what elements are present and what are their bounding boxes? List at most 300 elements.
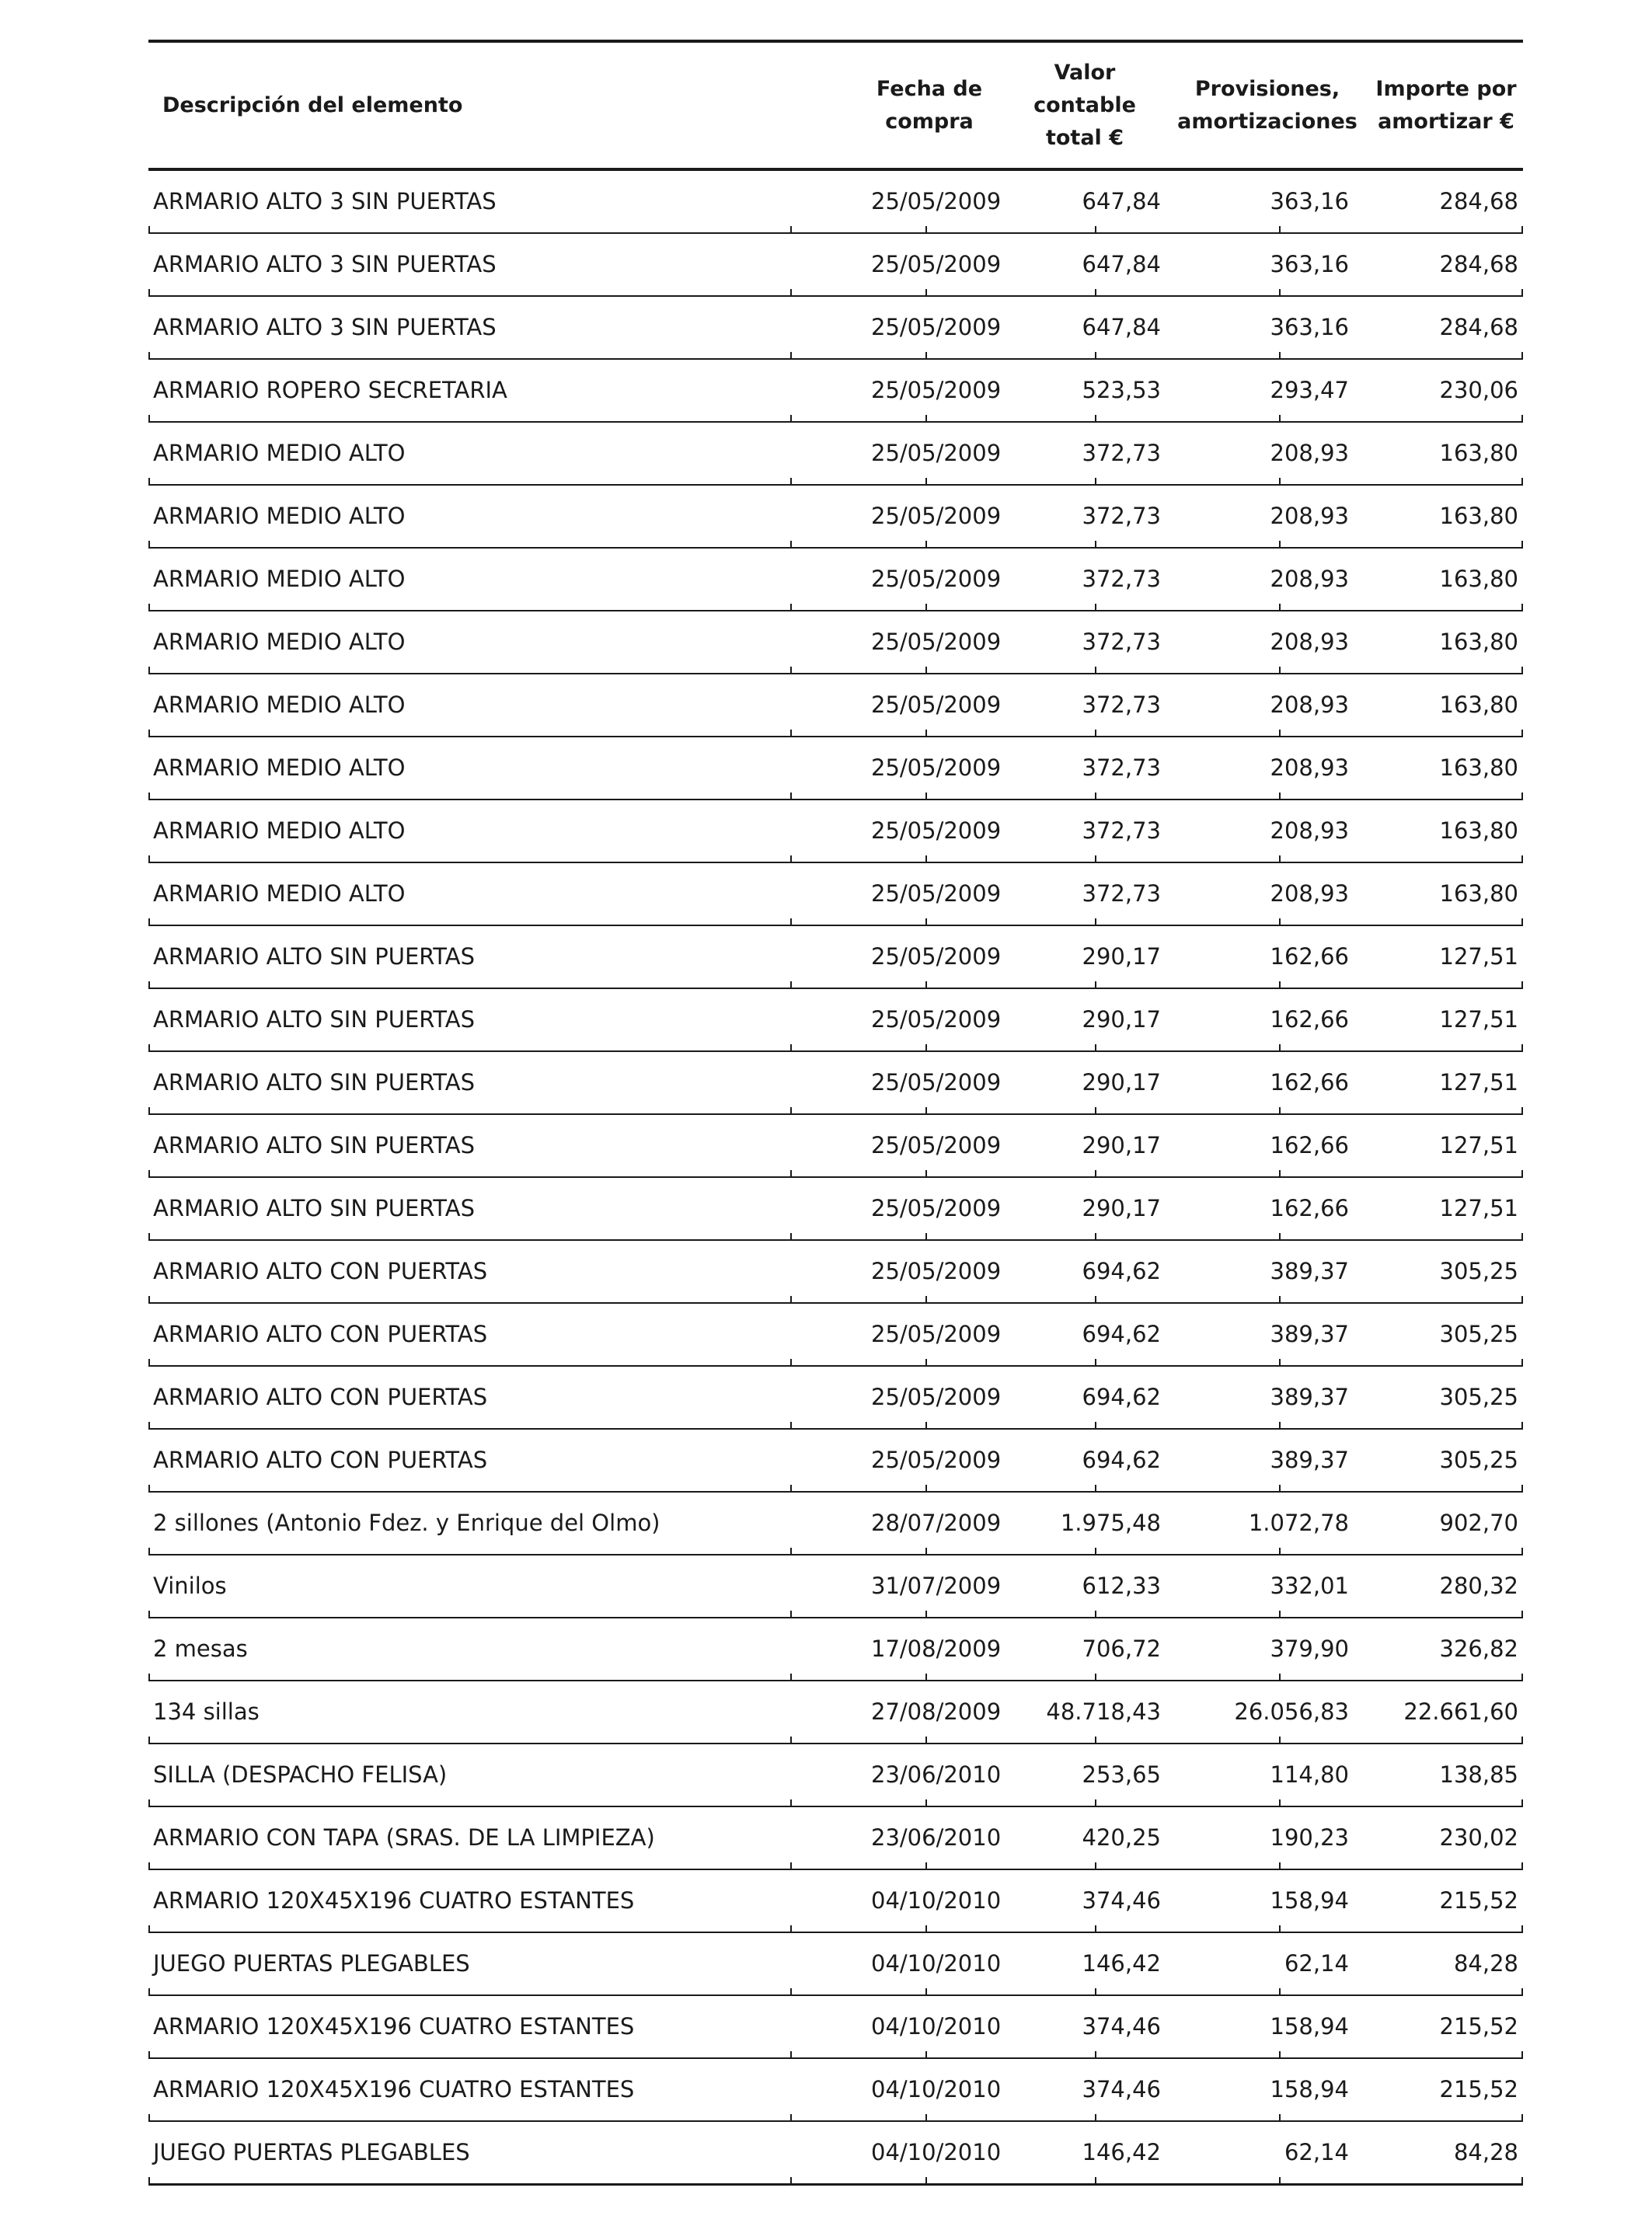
column-tick [1521, 918, 1523, 926]
cell-description: ARMARIO ROPERO SECRETARIA [153, 377, 507, 403]
column-tick [148, 1611, 150, 1618]
header-book-value: Valor contable total € [1033, 60, 1136, 150]
cell-book-value: 146,42 [1082, 1950, 1161, 1977]
cell-purchase-date: 25/05/2009 [871, 188, 1002, 214]
cell-description: ARMARIO ALTO 3 SIN PUERTAS [153, 314, 497, 340]
column-tick [148, 667, 150, 674]
cell-amount-to-amortize: 163,80 [1439, 503, 1518, 529]
table-row [148, 1996, 1523, 2059]
cell-amount-to-amortize: 284,68 [1439, 251, 1518, 277]
column-tick [1521, 415, 1523, 423]
column-tick [1279, 1422, 1281, 1430]
column-tick [925, 1359, 927, 1367]
cell-provisions: 208,93 [1270, 440, 1349, 466]
cell-amount-to-amortize: 127,51 [1439, 1006, 1518, 1033]
cell-description: ARMARIO ALTO SIN PUERTAS [153, 1132, 476, 1158]
column-tick [1095, 1422, 1096, 1430]
column-tick [1095, 1988, 1096, 1996]
column-tick [790, 415, 792, 423]
column-tick [790, 1988, 792, 1996]
column-tick [1095, 1485, 1096, 1493]
cell-book-value: 372,73 [1082, 817, 1161, 844]
column-tick [925, 415, 927, 423]
column-tick [1095, 478, 1096, 486]
column-tick [790, 1044, 792, 1052]
column-tick [790, 2114, 792, 2122]
cell-provisions: 114,80 [1270, 1761, 1349, 1788]
cell-book-value: 523,53 [1082, 377, 1161, 403]
column-tick [148, 226, 150, 234]
cell-provisions: 162,66 [1270, 1195, 1349, 1221]
column-tick [1279, 604, 1281, 611]
cell-provisions: 162,66 [1270, 1132, 1349, 1158]
column-tick [148, 352, 150, 360]
cell-purchase-date: 25/05/2009 [871, 377, 1002, 403]
cell-book-value: 372,73 [1082, 503, 1161, 529]
column-tick [1521, 1107, 1523, 1115]
column-tick [1521, 981, 1523, 989]
column-tick [790, 478, 792, 486]
column-tick [790, 1422, 792, 1430]
column-tick [925, 918, 927, 926]
column-tick [1521, 667, 1523, 674]
cell-provisions: 332,01 [1270, 1573, 1349, 1599]
column-tick [925, 2051, 927, 2059]
cell-purchase-date: 25/05/2009 [871, 251, 1002, 277]
cell-book-value: 290,17 [1082, 1195, 1161, 1221]
cell-amount-to-amortize: 163,80 [1439, 754, 1518, 781]
cell-amount-to-amortize: 326,82 [1439, 1636, 1518, 1662]
column-tick [1521, 1674, 1523, 1681]
column-tick [1095, 793, 1096, 800]
column-tick [925, 1799, 927, 1807]
column-tick [1095, 1674, 1096, 1681]
table-row [148, 486, 1523, 549]
table-row [148, 1618, 1523, 1681]
cell-provisions: 162,66 [1270, 943, 1349, 970]
column-tick [1279, 226, 1281, 234]
cell-amount-to-amortize: 215,52 [1439, 2013, 1518, 2040]
column-tick [790, 918, 792, 926]
column-tick [1521, 730, 1523, 737]
cell-book-value: 48.718,43 [1046, 1698, 1161, 1725]
cell-purchase-date: 25/05/2009 [871, 440, 1002, 466]
cell-amount-to-amortize: 138,85 [1439, 1761, 1518, 1788]
table-row [148, 234, 1523, 297]
cell-provisions: 208,93 [1270, 503, 1349, 529]
table-row [148, 1493, 1523, 1555]
column-tick [1095, 1359, 1096, 1367]
cell-provisions: 162,66 [1270, 1006, 1349, 1033]
cell-purchase-date: 25/05/2009 [871, 503, 1002, 529]
cell-purchase-date: 25/05/2009 [871, 1069, 1002, 1096]
cell-provisions: 158,94 [1270, 2013, 1349, 2040]
cell-purchase-date: 25/05/2009 [871, 754, 1002, 781]
cell-amount-to-amortize: 127,51 [1439, 1069, 1518, 1096]
column-tick [790, 289, 792, 297]
cell-amount-to-amortize: 284,68 [1439, 314, 1518, 340]
column-tick [148, 1044, 150, 1052]
column-tick [148, 1233, 150, 1241]
cell-provisions: 208,93 [1270, 754, 1349, 781]
cell-amount-to-amortize: 284,68 [1439, 188, 1518, 214]
column-tick [790, 2051, 792, 2059]
column-tick [925, 1737, 927, 1744]
cell-provisions: 1.072,78 [1248, 1510, 1349, 1536]
cell-description: ARMARIO MEDIO ALTO [153, 817, 406, 844]
cell-description: 2 mesas [153, 1636, 248, 1662]
cell-purchase-date: 25/05/2009 [871, 817, 1002, 844]
cell-purchase-date: 25/05/2009 [871, 1384, 1002, 1410]
cell-provisions: 26.056,83 [1234, 1698, 1349, 1725]
column-tick [1521, 1422, 1523, 1430]
cell-description: ARMARIO MEDIO ALTO [153, 503, 406, 529]
column-tick [148, 541, 150, 549]
cell-provisions: 389,37 [1270, 1447, 1349, 1473]
column-tick [1279, 1296, 1281, 1304]
cell-purchase-date: 25/05/2009 [871, 1195, 1002, 1221]
column-tick [148, 1296, 150, 1304]
table-row [148, 800, 1523, 863]
cell-amount-to-amortize: 127,51 [1439, 943, 1518, 970]
column-tick [1095, 1925, 1096, 1933]
column-tick [1521, 1611, 1523, 1618]
cell-description: ARMARIO ALTO SIN PUERTAS [153, 1006, 476, 1033]
cell-book-value: 372,73 [1082, 566, 1161, 592]
cell-purchase-date: 25/05/2009 [871, 1006, 1002, 1033]
cell-book-value: 647,84 [1082, 188, 1161, 214]
column-tick [1095, 1611, 1096, 1618]
column-tick [925, 1422, 927, 1430]
column-tick [1521, 1988, 1523, 1996]
column-tick [148, 1422, 150, 1430]
column-tick [925, 1988, 927, 1996]
cell-purchase-date: 25/05/2009 [871, 629, 1002, 655]
column-tick [1279, 2051, 1281, 2059]
column-tick [1095, 226, 1096, 234]
column-tick [1521, 2051, 1523, 2059]
cell-provisions: 208,93 [1270, 880, 1349, 907]
column-tick [148, 1799, 150, 1807]
column-tick [1279, 793, 1281, 800]
cell-book-value: 612,33 [1082, 1573, 1161, 1599]
cell-provisions: 208,93 [1270, 629, 1349, 655]
column-tick [1279, 1107, 1281, 1115]
cell-book-value: 290,17 [1082, 1069, 1161, 1096]
table-row [148, 1933, 1523, 1996]
column-tick [1521, 289, 1523, 297]
column-tick [1521, 793, 1523, 800]
column-tick [1095, 2177, 1096, 2185]
column-tick [1279, 1862, 1281, 1870]
column-tick [925, 1107, 927, 1115]
cell-amount-to-amortize: 127,51 [1439, 1132, 1518, 1158]
column-tick [148, 1862, 150, 1870]
table-row [148, 926, 1523, 989]
cell-purchase-date: 04/10/2010 [871, 2076, 1002, 2102]
column-tick [925, 855, 927, 863]
column-tick [790, 730, 792, 737]
column-tick [1279, 415, 1281, 423]
cell-book-value: 372,73 [1082, 629, 1161, 655]
column-tick [1095, 918, 1096, 926]
column-tick [1521, 1925, 1523, 1933]
cell-description: ARMARIO ALTO CON PUERTAS [153, 1447, 488, 1473]
cell-amount-to-amortize: 305,25 [1439, 1447, 1518, 1473]
column-tick [790, 1233, 792, 1241]
column-tick [148, 1485, 150, 1493]
cell-purchase-date: 25/05/2009 [871, 1132, 1002, 1158]
table-body [148, 171, 1523, 2186]
cell-book-value: 647,84 [1082, 314, 1161, 340]
asset-table [148, 40, 1523, 2186]
cell-provisions: 363,16 [1270, 314, 1349, 340]
column-tick [1521, 1233, 1523, 1241]
column-tick [1095, 1170, 1096, 1178]
table-row [148, 1555, 1523, 1618]
column-tick [1521, 1548, 1523, 1555]
column-tick [790, 1359, 792, 1367]
cell-book-value: 694,62 [1082, 1447, 1161, 1473]
column-tick [925, 226, 927, 234]
cell-description: ARMARIO ALTO CON PUERTAS [153, 1384, 488, 1410]
cell-purchase-date: 17/08/2009 [871, 1636, 1002, 1662]
column-tick [790, 352, 792, 360]
cell-description: 2 sillones (Antonio Fdez. y Enrique del Olmo) [153, 1510, 660, 1536]
cell-book-value: 146,42 [1082, 2139, 1161, 2165]
column-tick [925, 1485, 927, 1493]
column-tick [1095, 1737, 1096, 1744]
cell-purchase-date: 04/10/2010 [871, 1887, 1002, 1914]
table-row [148, 1430, 1523, 1493]
cell-amount-to-amortize: 163,80 [1439, 440, 1518, 466]
column-tick [790, 1611, 792, 1618]
table-row [148, 989, 1523, 1052]
table-row [148, 360, 1523, 423]
column-tick [925, 1925, 927, 1933]
column-tick [925, 541, 927, 549]
column-tick [1095, 415, 1096, 423]
column-tick [1521, 1296, 1523, 1304]
column-tick [1521, 2114, 1523, 2122]
column-tick [1095, 1862, 1096, 1870]
column-tick [148, 2051, 150, 2059]
column-tick [1095, 855, 1096, 863]
column-tick [1521, 1359, 1523, 1367]
cell-provisions: 363,16 [1270, 251, 1349, 277]
cell-purchase-date: 28/07/2009 [871, 1510, 1002, 1536]
cell-provisions: 158,94 [1270, 1887, 1349, 1914]
column-tick [1279, 667, 1281, 674]
column-tick [1095, 289, 1096, 297]
column-tick [1279, 855, 1281, 863]
cell-description: ARMARIO 120X45X196 CUATRO ESTANTES [153, 2013, 635, 2040]
cell-provisions: 62,14 [1284, 2139, 1349, 2165]
column-tick [1095, 1044, 1096, 1052]
column-tick [925, 1674, 927, 1681]
column-tick [148, 1170, 150, 1178]
cell-purchase-date: 04/10/2010 [871, 2139, 1002, 2165]
cell-purchase-date: 25/05/2009 [871, 1258, 1002, 1284]
column-tick [1095, 667, 1096, 674]
cell-amount-to-amortize: 84,28 [1453, 1950, 1518, 1977]
cell-description: ARMARIO ALTO SIN PUERTAS [153, 1069, 476, 1096]
column-tick [1095, 1548, 1096, 1555]
cell-description: ARMARIO MEDIO ALTO [153, 566, 406, 592]
column-tick [1095, 1296, 1096, 1304]
column-tick [1521, 1044, 1523, 1052]
column-tick [1095, 541, 1096, 549]
column-tick [790, 1862, 792, 1870]
column-tick [1095, 2114, 1096, 2122]
column-tick [1521, 1170, 1523, 1178]
column-tick [1095, 1799, 1096, 1807]
column-tick [925, 730, 927, 737]
cell-purchase-date: 25/05/2009 [871, 880, 1002, 907]
column-tick [925, 1296, 927, 1304]
cell-book-value: 374,46 [1082, 2076, 1161, 2102]
cell-description: SILLA (DESPACHO FELISA) [153, 1761, 448, 1788]
cell-provisions: 158,94 [1270, 2076, 1349, 2102]
column-tick [790, 1548, 792, 1555]
column-tick [1095, 1233, 1096, 1241]
cell-provisions: 208,93 [1270, 817, 1349, 844]
column-tick [1521, 604, 1523, 611]
cell-amount-to-amortize: 163,80 [1439, 817, 1518, 844]
column-tick [790, 604, 792, 611]
column-tick [925, 1170, 927, 1178]
cell-book-value: 290,17 [1082, 1006, 1161, 1033]
column-tick [1095, 604, 1096, 611]
cell-book-value: 372,73 [1082, 692, 1161, 718]
column-tick [1279, 981, 1281, 989]
column-tick [790, 981, 792, 989]
column-tick [1279, 730, 1281, 737]
table-row [148, 171, 1523, 234]
cell-amount-to-amortize: 22.661,60 [1403, 1698, 1518, 1725]
column-tick [1521, 1862, 1523, 1870]
cell-provisions: 389,37 [1270, 1321, 1349, 1347]
cell-amount-to-amortize: 163,80 [1439, 692, 1518, 718]
cell-book-value: 694,62 [1082, 1258, 1161, 1284]
cell-description: ARMARIO ALTO CON PUERTAS [153, 1258, 488, 1284]
cell-purchase-date: 25/05/2009 [871, 1447, 1002, 1473]
cell-description: ARMARIO CON TAPA (SRAS. DE LA LIMPIEZA) [153, 1824, 655, 1851]
column-tick [1279, 1359, 1281, 1367]
cell-purchase-date: 27/08/2009 [871, 1698, 1002, 1725]
table-row [148, 549, 1523, 611]
column-tick [925, 667, 927, 674]
table-row [148, 1807, 1523, 1870]
table-row [148, 1115, 1523, 1178]
column-tick [148, 478, 150, 486]
cell-book-value: 706,72 [1082, 1636, 1161, 1662]
column-tick [1279, 1674, 1281, 1681]
column-tick [148, 730, 150, 737]
column-tick [1279, 1925, 1281, 1933]
header-amount-to-amortize: Importe por amortizar € [1375, 76, 1517, 134]
column-tick [148, 1548, 150, 1555]
table-header [148, 43, 1523, 171]
column-tick [925, 2177, 927, 2185]
table-row [148, 2122, 1523, 2186]
cell-book-value: 1.975,48 [1060, 1510, 1161, 1536]
table-row [148, 1681, 1523, 1744]
column-tick [1521, 1737, 1523, 1744]
column-tick [790, 2177, 792, 2185]
column-tick [1279, 1485, 1281, 1493]
column-tick [790, 1296, 792, 1304]
cell-provisions: 389,37 [1270, 1258, 1349, 1284]
cell-amount-to-amortize: 163,80 [1439, 880, 1518, 907]
cell-description: ARMARIO 120X45X196 CUATRO ESTANTES [153, 1887, 635, 1914]
cell-amount-to-amortize: 230,02 [1439, 1824, 1518, 1851]
column-tick [1279, 2114, 1281, 2122]
cell-amount-to-amortize: 215,52 [1439, 1887, 1518, 1914]
cell-amount-to-amortize: 127,51 [1439, 1195, 1518, 1221]
column-tick [148, 415, 150, 423]
cell-description: ARMARIO ALTO 3 SIN PUERTAS [153, 251, 497, 277]
column-tick [1521, 478, 1523, 486]
column-tick [1095, 981, 1096, 989]
table-row [148, 1870, 1523, 1933]
cell-description: ARMARIO ALTO SIN PUERTAS [153, 943, 476, 970]
column-tick [1279, 541, 1281, 549]
column-tick [1279, 1548, 1281, 1555]
cell-purchase-date: 25/05/2009 [871, 566, 1002, 592]
cell-description: ARMARIO MEDIO ALTO [153, 880, 406, 907]
cell-book-value: 253,65 [1082, 1761, 1161, 1788]
column-tick [1279, 478, 1281, 486]
cell-description: ARMARIO MEDIO ALTO [153, 629, 406, 655]
cell-purchase-date: 23/06/2010 [871, 1824, 1002, 1851]
cell-purchase-date: 25/05/2009 [871, 1321, 1002, 1347]
cell-book-value: 374,46 [1082, 1887, 1161, 1914]
column-tick [1279, 1611, 1281, 1618]
cell-provisions: 379,90 [1270, 1636, 1349, 1662]
cell-purchase-date: 23/06/2010 [871, 1761, 1002, 1788]
cell-description: ARMARIO 120X45X196 CUATRO ESTANTES [153, 2076, 635, 2102]
column-tick [925, 1548, 927, 1555]
cell-book-value: 694,62 [1082, 1384, 1161, 1410]
cell-provisions: 293,47 [1270, 377, 1349, 403]
cell-provisions: 162,66 [1270, 1069, 1349, 1096]
table-row [148, 863, 1523, 926]
cell-amount-to-amortize: 305,25 [1439, 1384, 1518, 1410]
cell-book-value: 420,25 [1082, 1824, 1161, 1851]
column-tick [1521, 226, 1523, 234]
cell-amount-to-amortize: 84,28 [1453, 2139, 1518, 2165]
cell-description: ARMARIO MEDIO ALTO [153, 440, 406, 466]
cell-description: JUEGO PUERTAS PLEGABLES [153, 2139, 470, 2165]
column-tick [790, 541, 792, 549]
column-tick [1095, 2051, 1096, 2059]
column-tick [1095, 352, 1096, 360]
table-row [148, 611, 1523, 674]
cell-description: ARMARIO MEDIO ALTO [153, 692, 406, 718]
table-row [148, 2059, 1523, 2122]
table-row [148, 1304, 1523, 1367]
header-description: Descripción del elemento [162, 92, 463, 117]
cell-description: JUEGO PUERTAS PLEGABLES [153, 1950, 470, 1977]
cell-amount-to-amortize: 305,25 [1439, 1258, 1518, 1284]
column-tick [148, 918, 150, 926]
column-tick [925, 1611, 927, 1618]
column-tick [1095, 1107, 1096, 1115]
cell-book-value: 694,62 [1082, 1321, 1161, 1347]
column-tick [925, 981, 927, 989]
column-tick [1279, 918, 1281, 926]
